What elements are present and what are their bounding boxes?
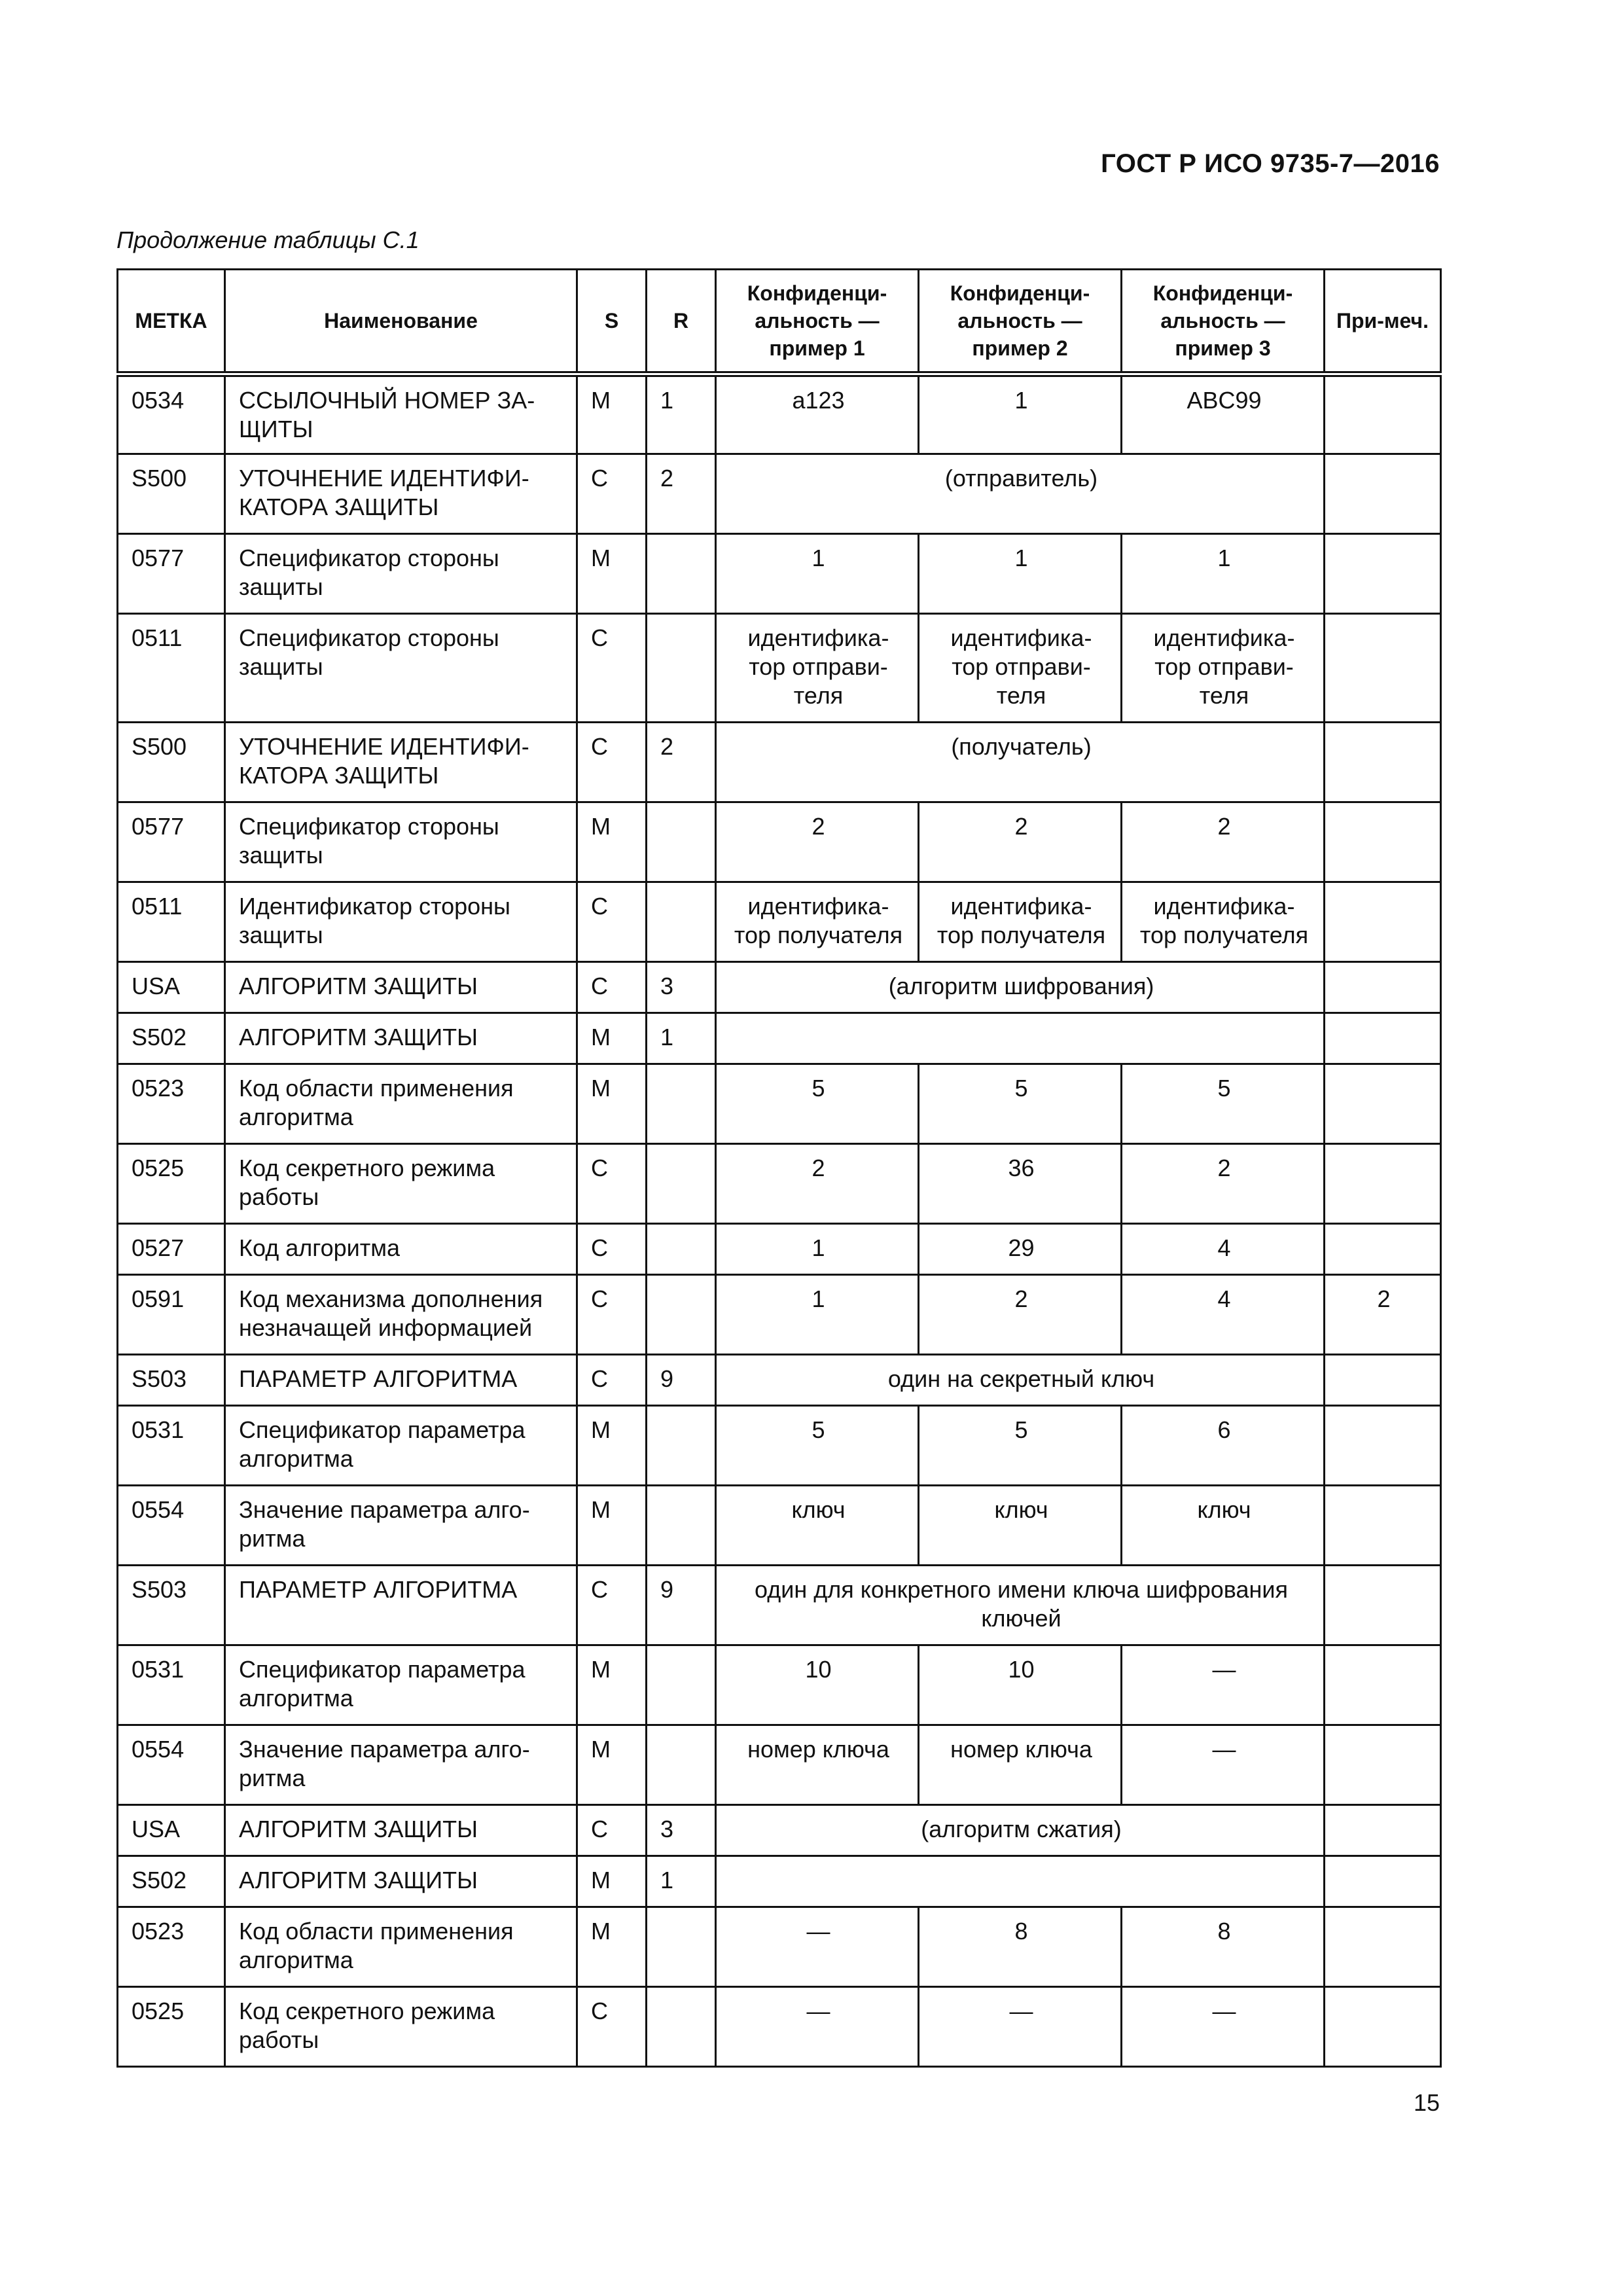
cell-example-3: — [1122, 1987, 1325, 2067]
cell-s: M [577, 1406, 647, 1486]
cell-example-1: 5 [716, 1064, 919, 1144]
cell-note [1325, 962, 1441, 1013]
table-row [118, 454, 1441, 534]
cell-note [1325, 1645, 1441, 1725]
cell-s: M [577, 802, 647, 882]
cell-name: АЛГОРИТМ ЗАЩИТЫ [225, 1805, 577, 1856]
header-s: S [577, 270, 647, 374]
cell-example-3: 4 [1122, 1275, 1325, 1355]
cell-examples-merged [716, 1013, 1325, 1064]
cell-note [1325, 1406, 1441, 1486]
cell-name: УТОЧНЕНИЕ ИДЕНТИФИ-КАТОРА ЗАЩИТЫ [225, 723, 577, 802]
table-row [118, 1355, 1441, 1406]
cell-s: M [577, 534, 647, 614]
header-example-3: Конфиденци-альность — пример 3 [1122, 270, 1325, 374]
cell-name: Идентификатор стороны защиты [225, 882, 577, 962]
cell-note [1325, 1987, 1441, 2067]
cell-example-3: ABC99 [1122, 374, 1325, 454]
cell-r: 1 [647, 1856, 716, 1907]
cell-r [647, 1275, 716, 1355]
table-row [118, 1064, 1441, 1144]
cell-name: ПАРАМЕТР АЛГОРИТМА [225, 1566, 577, 1645]
cell-tag: 0554 [118, 1725, 225, 1805]
cell-s: C [577, 614, 647, 723]
cell-example-3: 4 [1122, 1224, 1325, 1275]
cell-s: C [577, 1144, 647, 1224]
header-r: R [647, 270, 716, 374]
header-name: Наименование [225, 270, 577, 374]
cell-note [1325, 1856, 1441, 1907]
table-row [118, 534, 1441, 614]
cell-s: C [577, 1275, 647, 1355]
cell-tag: 0527 [118, 1224, 225, 1275]
cell-s: M [577, 1064, 647, 1144]
table-row [118, 1645, 1441, 1725]
header-note: При-меч. [1325, 270, 1441, 374]
cell-example-1: 2 [716, 802, 919, 882]
cell-name: Значение параметра алго-ритма [225, 1486, 577, 1566]
cell-name: Код области применения алгоритма [225, 1064, 577, 1144]
cell-example-1: a123 [716, 374, 919, 454]
cell-example-3: 6 [1122, 1406, 1325, 1486]
table-row [118, 1486, 1441, 1566]
cell-name: Спецификатор стороны защиты [225, 534, 577, 614]
table-row [118, 1224, 1441, 1275]
cell-tag: S500 [118, 454, 225, 534]
cell-example-2: идентифика-тор получателя [919, 882, 1122, 962]
cell-example-1: — [716, 1987, 919, 2067]
cell-r [647, 1645, 716, 1725]
cell-s: C [577, 1224, 647, 1275]
cell-tag: 0577 [118, 534, 225, 614]
cell-s: M [577, 1856, 647, 1907]
cell-tag: S500 [118, 723, 225, 802]
cell-name: Спецификатор параметра алгоритма [225, 1645, 577, 1725]
table-row [118, 1725, 1441, 1805]
cell-s: C [577, 1566, 647, 1645]
cell-name: ССЫЛОЧНЫЙ НОМЕР ЗА-ЩИТЫ [225, 374, 577, 454]
cell-example-2: идентифика-тор отправи-теля [919, 614, 1122, 723]
cell-r [647, 1486, 716, 1566]
cell-note [1325, 723, 1441, 802]
cell-s: M [577, 1486, 647, 1566]
cell-examples-merged: один для конкретного имени ключа шифрования ключей [716, 1566, 1325, 1645]
cell-s: M [577, 1013, 647, 1064]
cell-note [1325, 1907, 1441, 1987]
cell-name: Код алгоритма [225, 1224, 577, 1275]
cell-example-1: 5 [716, 1406, 919, 1486]
cell-example-2: 29 [919, 1224, 1122, 1275]
cell-example-1: 1 [716, 534, 919, 614]
cell-example-2: 36 [919, 1144, 1122, 1224]
table-row [118, 1275, 1441, 1355]
cell-note [1325, 454, 1441, 534]
cell-s: M [577, 374, 647, 454]
cell-tag: 0525 [118, 1144, 225, 1224]
cell-name: АЛГОРИТМ ЗАЩИТЫ [225, 1013, 577, 1064]
cell-r: 9 [647, 1566, 716, 1645]
cell-r [647, 614, 716, 723]
cell-example-2: 1 [919, 374, 1122, 454]
cell-tag: S502 [118, 1856, 225, 1907]
table-row [118, 962, 1441, 1013]
cell-example-1: ключ [716, 1486, 919, 1566]
cell-name: Спецификатор стороны защиты [225, 802, 577, 882]
cell-examples-merged: (получатель) [716, 723, 1325, 802]
cell-tag: 0591 [118, 1275, 225, 1355]
cell-r [647, 882, 716, 962]
page-number: 15 [1413, 2089, 1440, 2116]
cell-note [1325, 882, 1441, 962]
table-row [118, 1987, 1441, 2067]
cell-example-2: ключ [919, 1486, 1122, 1566]
cell-note [1325, 1144, 1441, 1224]
table-row [118, 1406, 1441, 1486]
cell-example-3: 2 [1122, 802, 1325, 882]
cell-note [1325, 1224, 1441, 1275]
cell-example-2: 2 [919, 1275, 1122, 1355]
document-code: ГОСТ Р ИСО 9735-7—2016 [1101, 149, 1440, 178]
cell-note [1325, 1355, 1441, 1406]
cell-note [1325, 534, 1441, 614]
cell-example-1: номер ключа [716, 1725, 919, 1805]
table-header-row [118, 270, 1441, 374]
cell-example-2: — [919, 1987, 1122, 2067]
cell-name: Код секретного режима работы [225, 1987, 577, 2067]
cell-s: M [577, 1725, 647, 1805]
cell-name: Код секретного режима работы [225, 1144, 577, 1224]
cell-note [1325, 1725, 1441, 1805]
cell-r [647, 1907, 716, 1987]
cell-r: 2 [647, 454, 716, 534]
cell-s: C [577, 454, 647, 534]
table-row [118, 614, 1441, 723]
cell-name: АЛГОРИТМ ЗАЩИТЫ [225, 962, 577, 1013]
table-row [118, 1013, 1441, 1064]
cell-tag: 0531 [118, 1645, 225, 1725]
table-body [118, 374, 1441, 2067]
cell-s: C [577, 1355, 647, 1406]
cell-note [1325, 614, 1441, 723]
table-row [118, 1144, 1441, 1224]
cell-tag: 0511 [118, 614, 225, 723]
cell-r [647, 1987, 716, 2067]
table-row [118, 1907, 1441, 1987]
cell-example-1: идентифика-тор отправи-теля [716, 614, 919, 723]
cell-tag: USA [118, 962, 225, 1013]
cell-tag: 0531 [118, 1406, 225, 1486]
cell-tag: 0554 [118, 1486, 225, 1566]
cell-example-3: ключ [1122, 1486, 1325, 1566]
table-row [118, 802, 1441, 882]
cell-example-1: 2 [716, 1144, 919, 1224]
cell-r: 9 [647, 1355, 716, 1406]
cell-example-1: идентифика-тор получателя [716, 882, 919, 962]
table-caption: Продолжение таблицы С.1 [116, 226, 419, 253]
cell-example-2: 8 [919, 1907, 1122, 1987]
cell-note [1325, 1013, 1441, 1064]
cell-name: ПАРАМЕТР АЛГОРИТМА [225, 1355, 577, 1406]
cell-name: Значение параметра алго-ритма [225, 1725, 577, 1805]
cell-example-1: 10 [716, 1645, 919, 1725]
cell-r [647, 1064, 716, 1144]
cell-example-2: 2 [919, 802, 1122, 882]
table-row [118, 1805, 1441, 1856]
cell-examples-merged: один на секретный ключ [716, 1355, 1325, 1406]
cell-name: УТОЧНЕНИЕ ИДЕНТИФИ-КАТОРА ЗАЩИТЫ [225, 454, 577, 534]
cell-example-2: 1 [919, 534, 1122, 614]
cell-examples-merged [716, 1856, 1325, 1907]
cell-example-3: идентифика-тор отправи-теля [1122, 614, 1325, 723]
header-tag: МЕТКА [118, 270, 225, 374]
cell-name: Код области применения алгоритма [225, 1907, 577, 1987]
cell-s: M [577, 1907, 647, 1987]
cell-r [647, 1224, 716, 1275]
cell-s: C [577, 882, 647, 962]
cell-s: M [577, 1645, 647, 1725]
cell-example-2: 10 [919, 1645, 1122, 1725]
cell-name: Код механизма дополнения незначащей информацией [225, 1275, 577, 1355]
header-example-1: Конфиденци-альность — пример 1 [716, 270, 919, 374]
cell-tag: USA [118, 1805, 225, 1856]
data-table [116, 268, 1442, 2068]
cell-name: Спецификатор параметра алгоритма [225, 1406, 577, 1486]
cell-example-1: 1 [716, 1224, 919, 1275]
cell-s: C [577, 723, 647, 802]
cell-note [1325, 1805, 1441, 1856]
cell-r: 1 [647, 374, 716, 454]
cell-tag: 0523 [118, 1064, 225, 1144]
cell-tag: 0511 [118, 882, 225, 962]
cell-r [647, 1144, 716, 1224]
cell-s: C [577, 1805, 647, 1856]
table-row [118, 374, 1441, 454]
cell-example-3: — [1122, 1725, 1325, 1805]
cell-r [647, 534, 716, 614]
cell-example-2: 5 [919, 1064, 1122, 1144]
cell-note [1325, 1486, 1441, 1566]
cell-note [1325, 802, 1441, 882]
cell-r: 3 [647, 962, 716, 1013]
cell-example-2: номер ключа [919, 1725, 1122, 1805]
cell-note [1325, 374, 1441, 454]
cell-note [1325, 1064, 1441, 1144]
cell-r [647, 1725, 716, 1805]
cell-example-3: 2 [1122, 1144, 1325, 1224]
cell-s: C [577, 962, 647, 1013]
cell-tag: 0577 [118, 802, 225, 882]
cell-example-1: 1 [716, 1275, 919, 1355]
cell-example-1: — [716, 1907, 919, 1987]
cell-note [1325, 1566, 1441, 1645]
cell-name: АЛГОРИТМ ЗАЩИТЫ [225, 1856, 577, 1907]
cell-name: Спецификатор стороны защиты [225, 614, 577, 723]
cell-r: 2 [647, 723, 716, 802]
cell-tag: S502 [118, 1013, 225, 1064]
cell-example-3: идентифика-тор получателя [1122, 882, 1325, 962]
cell-r: 1 [647, 1013, 716, 1064]
table-row [118, 723, 1441, 802]
table-row [118, 1566, 1441, 1645]
cell-example-2: 5 [919, 1406, 1122, 1486]
cell-examples-merged: (отправитель) [716, 454, 1325, 534]
table-row [118, 1856, 1441, 1907]
cell-tag: 0525 [118, 1987, 225, 2067]
cell-example-3: — [1122, 1645, 1325, 1725]
cell-tag: 0534 [118, 374, 225, 454]
cell-examples-merged: (алгоритм сжатия) [716, 1805, 1325, 1856]
cell-r [647, 1406, 716, 1486]
cell-example-3: 1 [1122, 534, 1325, 614]
cell-example-3: 8 [1122, 1907, 1325, 1987]
cell-tag: S503 [118, 1566, 225, 1645]
cell-r [647, 802, 716, 882]
table-row [118, 882, 1441, 962]
header-example-2: Конфиденци-альность — пример 2 [919, 270, 1122, 374]
cell-s: C [577, 1987, 647, 2067]
cell-tag: 0523 [118, 1907, 225, 1987]
cell-tag: S503 [118, 1355, 225, 1406]
cell-note: 2 [1325, 1275, 1441, 1355]
cell-example-3: 5 [1122, 1064, 1325, 1144]
cell-r: 3 [647, 1805, 716, 1856]
cell-examples-merged: (алгоритм шифрования) [716, 962, 1325, 1013]
